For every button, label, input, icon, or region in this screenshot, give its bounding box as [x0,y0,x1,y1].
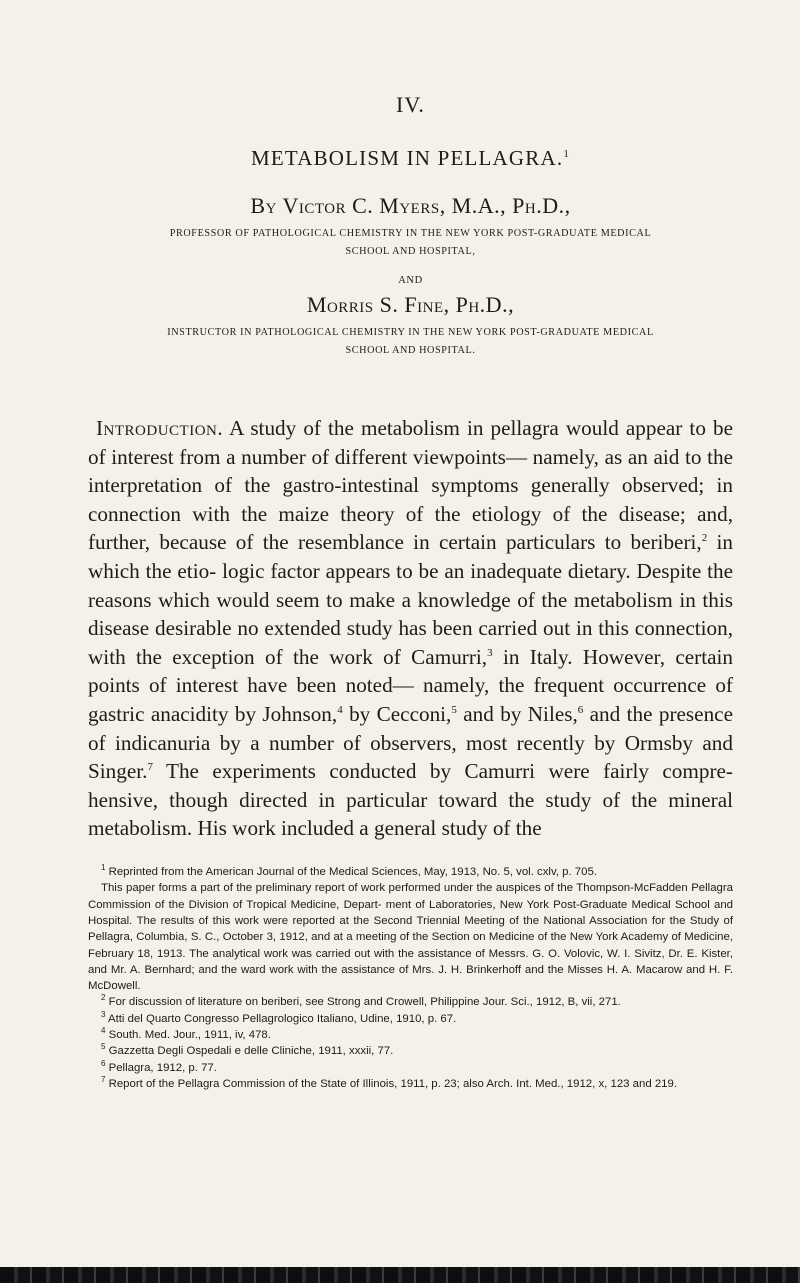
section-lead: Introduction. [96,416,224,440]
footnote-ref[interactable]: 4 [337,703,343,716]
footnote-ref[interactable]: 3 [487,646,493,659]
footnote: $^2$ For discussion of literature on beriberi, see Strong and Crowell, Philippine Jour. Sci., 1912, B, vii, 271. [101,993,621,1009]
footnote: $^5$ Gazzetta Degli Ospedali e delle Cliniche, 1911, xxxii, 77. [101,1042,394,1058]
chapter-numeral: IV. [396,92,425,117]
author-2-affiliation: INSTRUCTOR IN PATHOLOGICAL CHEMISTRY IN THE NEW YORK POST-GRADUATE MEDICAL SCHOOL AND HOSPITAL. [167,327,654,356]
page [88,92,733,1092]
title-footnote-mark: 1 [563,148,571,160]
footnote-ref[interactable]: 7 [147,761,153,774]
footnote: $^7$ Report of the Pellagra Commission of the State of Illinois, 1911, p. 23; also Arch. Int. Med., 1912, x, 123 and 219. [101,1075,678,1090]
article-title-text: METABOLISM IN PELLAGRA. [250,146,564,170]
footnote: $^4$ South. Med. Jour., 1911, iv, 478. [101,1026,271,1042]
author-1-affiliation: PROFESSOR OF PATHOLOGICAL CHEMISTRY IN THE NEW YORK POST-GRADUATE MEDICAL SCHOOL AND HOSPITAL, [169,228,652,257]
article-title [88,146,733,171]
introduction-paragraph: Introduction. A study of the metabolism in pellagra would appear to be of interest from a number of different viewpoints— namely, as an aid to the interpretation of the gastro-intestinal symptoms generally observed; in connection with the maize theory of the etiology of the disease; and, further, because of the resemblance in certain particulars to beriberi,$^2$ in which the etio- logic factor appears to be an inadequate dietary. Despite the reasons which would seem to make a knowledge of the metabolism in this disease desirable no extended study has been carried out in this connection, with the exception of the work of Camurri,$^3$ in Italy. However, certain points of interest have been noted— namely, the frequent occurrence of gastric anacidity by Johnson,$^4$ by Cecconi,$^5$ and by Niles,$^6$ and the presence of indicanuria by a number of observers, most recently by Ormsby and Singer.$^7$ The experiments conducted by Camurri were fairly compre- hensive, though directed in particular toward the study of the mineral metabolism. His work included a general study of the [88,416,734,841]
footnote: This paper forms a part of the preliminary report of work performed under the auspices of the Thompson-McFadden Pellagra Commission of the Division of Tropical Medicine, Depart- ment of Laboratories, New York Post-Graduate Medical School and Hospital. The results of this work were reported at the Second Triennial Meeting of the National Association for the Study of Pellagra, Columbia, S. C., October 3, 1912, and at a meeting of the Section on Medicine of the New York Academy of Medicine, February 18, 1913. The analytical work was carried out with the assistance of Messrs. G. O. Volovic, W. I. Sivitz, Dr. E. Kister, and Mr. A. Bernhard; and the ward work with the assistance of Mrs. J. H. Brinkerhoff and the Misses H. A. Macarow and H. F. McDowell. [88,882,733,993]
footnote: $^3$ Atti del Quarto Congresso Pellagrologico Italiano, Udine, 1910, p. 67. [101,1009,457,1025]
footnote-ref[interactable]: 5 [451,703,457,716]
footnote: $^1$ Reprinted from the American Journal of the Medical Sciences, May, 1913, No. 5, vol. cxlv, p. 705. [101,863,597,879]
footnote: $^6$ Pellagra, 1912, p. 77. [101,1058,217,1074]
author-conjunction: AND [398,275,423,286]
footnotes [88,864,733,1092]
author-1-name: By Victor C. Myers, M.A., Ph.D., [250,193,571,218]
author-2-name: Morris S. Fine, Ph.D., [306,292,515,317]
footnote-ref[interactable]: 6 [577,703,584,716]
scan-edge-bar [0,1267,800,1283]
footnote-ref[interactable]: 2 [701,532,708,545]
